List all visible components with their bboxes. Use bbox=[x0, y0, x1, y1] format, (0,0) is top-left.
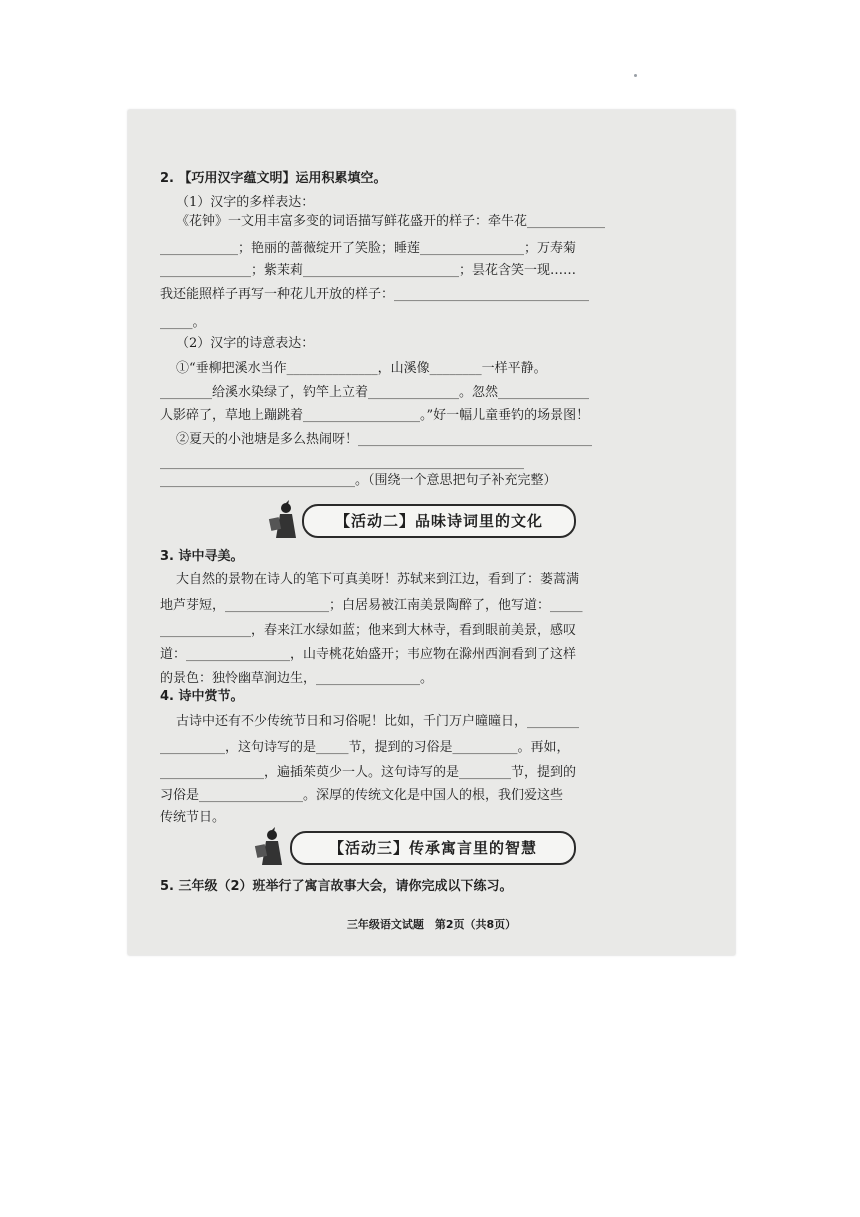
q2-sub2: （2）汉字的诗意表达： bbox=[176, 336, 315, 351]
q4-title: 4. 诗中赏节。 bbox=[160, 689, 244, 704]
q3-line-5: 的景色：独怜幽草涧边生，________________。 bbox=[160, 671, 434, 686]
q2-line-1: 《花钟》一文用丰富多变的词语描写鲜花盛开的样子：牵牛花____________ bbox=[176, 214, 606, 229]
q5-title: 5. 三年级（2）班举行了寓言故事大会，请你完成以下练习。 bbox=[160, 879, 513, 894]
activity-2-banner bbox=[266, 500, 596, 540]
q2-line-10: ________________________________________________________ bbox=[160, 455, 524, 470]
q3-line-4: 道：________________，山寺桃花始盛开；韦应物在滁州西涧看到了这样 bbox=[160, 647, 577, 662]
q2-line-3: ______________；紫茉莉________________________；昙花含笑一现…… bbox=[160, 263, 577, 278]
q4-line-3: ________________，遍插茱萸少一人。这句诗写的是________节，提到的 bbox=[160, 765, 577, 780]
activity-3-label: 【活动三】传承寓言里的智慧 bbox=[290, 831, 576, 865]
q2-line-8: 人影碎了，草地上蹦跳着__________________。”好一幅儿童垂钓的场景图！ bbox=[160, 408, 590, 423]
page-footer: 三年级语文试题 第2页（共8页） bbox=[346, 918, 517, 931]
q2-line-6: ①“垂柳把溪水当作______________，山溪像________一样平静。 bbox=[176, 361, 547, 376]
worksheet-page bbox=[128, 110, 735, 955]
q4-line-2: __________，这句诗写的是_____节，提到的习俗是__________。再如， bbox=[160, 740, 570, 755]
q3-line-3: ______________，春来江水绿如蓝；他来到大林寺，看到眼前美景，感叹 bbox=[160, 623, 577, 638]
q2-line-5: _____。 bbox=[160, 315, 206, 330]
q3-line-1: 大自然的景物在诗人的笔下可真美呀！苏轼来到江边，看到了：蒌蒿满 bbox=[176, 572, 580, 587]
q3-title: 3. 诗中寻美。 bbox=[160, 549, 244, 564]
q2-line-9: ②夏天的小池塘是多么热闹呀！____________________________________ bbox=[176, 432, 593, 447]
q4-line-1: 古诗中还有不少传统节日和习俗呢！比如，千门万户曈曈日，________ bbox=[176, 714, 580, 729]
scholar-figure-icon bbox=[266, 500, 302, 540]
scholar-figure-icon bbox=[252, 827, 288, 867]
q4-line-5: 传统节日。 bbox=[160, 810, 226, 825]
q2-line-4: 我还能照样子再写一种花儿开放的样子：______________________________ bbox=[160, 287, 590, 302]
page-corner-mark bbox=[634, 74, 637, 77]
q3-line-2: 地芦芽短，________________；白居易被江南美景陶醉了，他写道：_____ bbox=[160, 598, 583, 613]
q4-line-4: 习俗是________________。深厚的传统文化是中国人的根，我们爱这些 bbox=[160, 788, 564, 803]
activity-3-banner bbox=[252, 827, 592, 867]
q2-line-11: ______________________________。（围绕一个意思把句子补充完整） bbox=[160, 473, 557, 488]
q2-sub1: （1）汉字的多样表达： bbox=[176, 195, 315, 210]
q2-line-2: ____________；艳丽的蔷薇绽开了笑脸；睡莲________________；万寿菊 bbox=[160, 241, 577, 256]
q2-line-7: ________给溪水染绿了，钓竿上立着______________。忽然______________ bbox=[160, 385, 590, 400]
q2-title: 2. 【巧用汉字蕴文明】运用积累填空。 bbox=[160, 171, 387, 186]
activity-2-label: 【活动二】品味诗词里的文化 bbox=[302, 504, 576, 538]
